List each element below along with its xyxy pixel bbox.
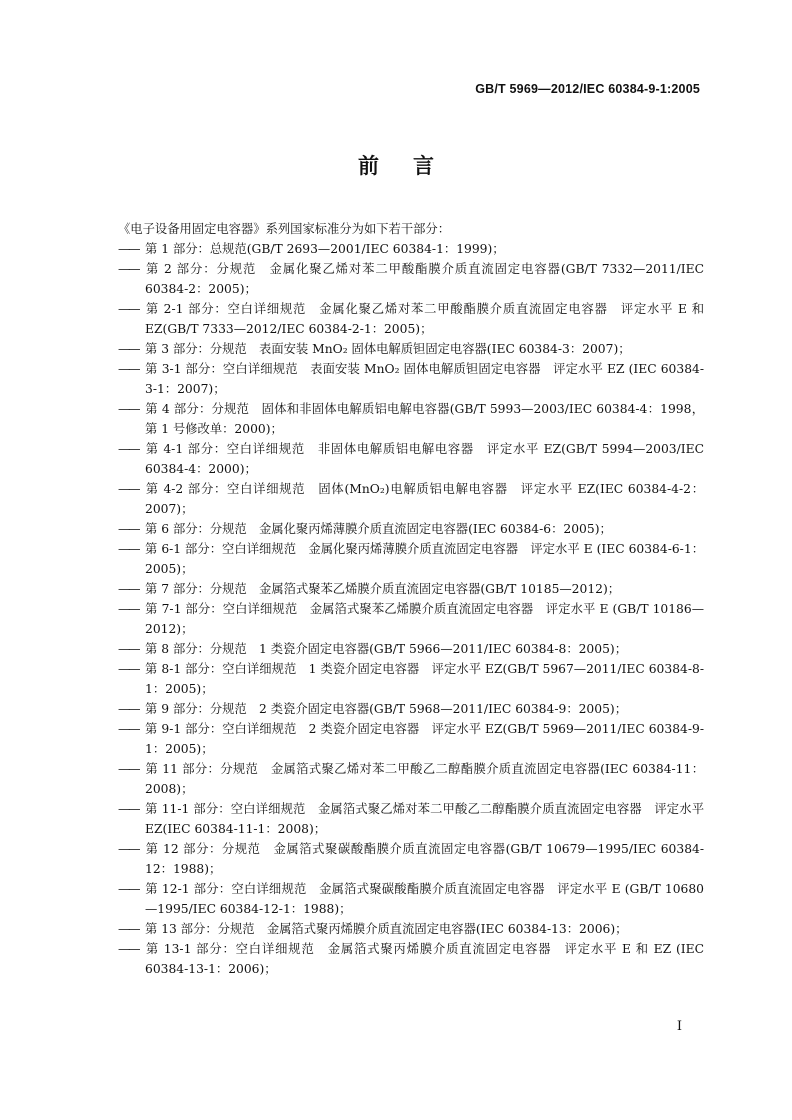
list-item xyxy=(118,359,704,399)
dash-marker: —— xyxy=(118,722,139,736)
list-item-text: 第 7 部分：分规范 金属箔式聚苯乙烯膜介质直流固定电容器(GB/T 10185—2012)； xyxy=(145,582,621,596)
list-item xyxy=(118,519,704,539)
list-item xyxy=(118,599,704,639)
list-item-text: 第 4-1 部分：空白详细规范 非固体电解质铝电解电容器 评定水平 EZ(GB/T 5994—2003/IEC 60384-4：2000)； xyxy=(145,442,704,476)
dash-marker: —— xyxy=(118,442,139,456)
list-item xyxy=(118,759,704,799)
foreword-body xyxy=(118,219,704,979)
list-item xyxy=(118,399,704,439)
list-item xyxy=(118,239,704,259)
dash-marker: —— xyxy=(118,542,139,556)
dash-marker: —— xyxy=(118,802,139,816)
list-item xyxy=(118,439,704,479)
page-number: I xyxy=(676,1019,682,1034)
list-item-text: 第 7-1 部分：空白详细规范 金属箔式聚苯乙烯膜介质直流固定电容器 评定水平 E (GB/T 10186—2012)； xyxy=(145,602,704,636)
list-item-text: 第 9-1 部分：空白详细规范 2 类瓷介固定电容器 评定水平 EZ(GB/T 5969—2011/IEC 60384-9-1：2005)； xyxy=(145,722,704,756)
dash-marker: —— xyxy=(118,642,139,656)
dash-marker: —— xyxy=(118,882,139,896)
list-item-text: 第 6 部分：分规范 金属化聚丙烯薄膜介质直流固定电容器(IEC 60384-6：2005)； xyxy=(145,522,612,536)
list-item-text: 第 1 部分：总规范(GB/T 2693—2001/IEC 60384-1：1999)； xyxy=(145,242,505,256)
list-item xyxy=(118,879,704,919)
list-item xyxy=(118,939,704,979)
dash-marker: —— xyxy=(118,302,139,316)
dash-marker: —— xyxy=(118,402,139,416)
list-item xyxy=(118,479,704,519)
dash-marker: —— xyxy=(118,702,139,716)
dash-marker: —— xyxy=(118,582,139,596)
list-item xyxy=(118,579,704,599)
dash-marker: —— xyxy=(118,262,139,276)
list-item-text: 第 2 部分：分规范 金属化聚乙烯对苯二甲酸酯膜介质直流固定电容器(GB/T 7332—2011/IEC 60384-2：2005)； xyxy=(145,262,704,296)
list-item-text: 第 8-1 部分：空白详细规范 1 类瓷介固定电容器 评定水平 EZ(GB/T 5967—2011/IEC 60384-8-1：2005)； xyxy=(145,662,704,696)
list-item-text: 第 11-1 部分：空白详细规范 金属箔式聚乙烯对苯二甲酸乙二醇酯膜介质直流固定电容器 评定水平 EZ(IEC 60384-11-1：2008)； xyxy=(145,802,704,836)
list-item xyxy=(118,339,704,359)
dash-marker: —— xyxy=(118,922,139,936)
list-item-text: 第 11 部分：分规范 金属箔式聚乙烯对苯二甲酸乙二醇酯膜介质直流固定电容器(IEC 60384-11：2008)； xyxy=(145,762,704,796)
dash-marker: —— xyxy=(118,842,139,856)
list-item-text: 第 4-2 部分：空白详细规范 固体(MnO₂)电解质铝电解电容器 评定水平 EZ(IEC 60384-4-2：2007)； xyxy=(145,482,704,516)
dash-marker: —— xyxy=(118,342,139,356)
list-item xyxy=(118,539,704,579)
dash-marker: —— xyxy=(118,242,139,256)
list-item xyxy=(118,719,704,759)
list-item-text: 第 8 部分：分规范 1 类瓷介固定电容器(GB/T 5966—2011/IEC 60384-8：2005)； xyxy=(145,642,627,656)
list-item-text: 第 6-1 部分：空白详细规范 金属化聚丙烯薄膜介质直流固定电容器 评定水平 E (IEC 60384-6-1：2005)； xyxy=(145,542,704,576)
list-item xyxy=(118,659,704,699)
list-item xyxy=(118,639,704,659)
dash-marker: —— xyxy=(118,762,139,776)
parts-list xyxy=(118,239,704,979)
dash-marker: —— xyxy=(118,362,139,376)
dash-marker: —— xyxy=(118,662,139,676)
dash-marker: —— xyxy=(118,482,139,496)
dash-marker: —— xyxy=(118,522,139,536)
list-item-text: 第 9 部分：分规范 2 类瓷介固定电容器(GB/T 5968—2011/IEC 60384-9：2005)； xyxy=(145,702,627,716)
standard-code-header: GB/T 5969—2012/IEC 60384-9-1:2005 xyxy=(475,82,700,96)
list-item xyxy=(118,259,704,299)
dash-marker: —— xyxy=(118,602,139,616)
list-item xyxy=(118,919,704,939)
list-item-text: 第 12-1 部分：空白详细规范 金属箔式聚碳酸酯膜介质直流固定电容器 评定水平 E (GB/T 10680—1995/IEC 60384-12-1：1988)； xyxy=(145,882,704,916)
list-item xyxy=(118,699,704,719)
list-item-text: 第 13 部分：分规范 金属箔式聚丙烯膜介质直流固定电容器(IEC 60384-13：2006)； xyxy=(145,922,628,936)
list-item-text: 第 4 部分：分规范 固体和非固体电解质铝电解电容器(GB/T 5993—2003/IEC 60384-4：1998，第 1 号修改单：2000)； xyxy=(145,402,704,436)
list-item xyxy=(118,299,704,339)
page-title: 前言 xyxy=(358,154,468,178)
list-item xyxy=(118,799,704,839)
list-item-text: 第 3 部分：分规范 表面安装 MnO₂ 固体电解质钽固定电容器(IEC 60384-3：2007)； xyxy=(145,342,631,356)
list-item-text: 第 12 部分：分规范 金属箔式聚碳酸酯膜介质直流固定电容器(GB/T 10679—1995/IEC 60384-12：1988)； xyxy=(145,842,704,876)
list-item-text: 第 13-1 部分：空白详细规范 金属箔式聚丙烯膜介质直流固定电容器 评定水平 E 和 EZ (IEC 60384-13-1：2006)； xyxy=(145,942,704,976)
list-item-text: 第 2-1 部分：空白详细规范 金属化聚乙烯对苯二甲酸酯膜介质直流固定电容器 评定水平 E 和 EZ(GB/T 7333—2012/IEC 60384-2-1：2005)； xyxy=(145,302,704,336)
list-item-text: 第 3-1 部分：空白详细规范 表面安装 MnO₂ 固体电解质钽固定电容器 评定水平 EZ (IEC 60384-3-1：2007)； xyxy=(145,362,704,396)
intro-paragraph: 《电子设备用固定电容器》系列国家标准分为如下若干部分： xyxy=(118,222,451,236)
dash-marker: —— xyxy=(118,942,139,956)
list-item xyxy=(118,839,704,879)
